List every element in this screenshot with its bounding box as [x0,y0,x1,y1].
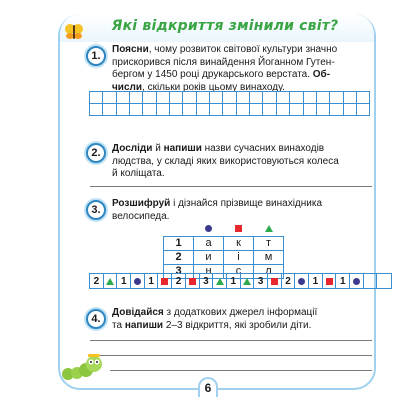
cipher-corner [164,222,194,236]
grid-cell[interactable] [317,92,330,104]
cipher-letter: с [224,264,254,278]
caterpillar-icon [60,352,104,382]
grid-cell[interactable] [90,104,103,116]
grid-cell[interactable] [277,104,290,116]
grid-cell[interactable] [250,104,263,116]
grid-cell[interactable] [157,92,170,104]
grid-cell[interactable] [157,104,170,116]
cipher-header-row [164,222,284,236]
grid-cell[interactable] [357,92,370,104]
code-cell: 1 [117,274,131,288]
code-cell: 1 [227,274,241,288]
grid-cell[interactable] [197,92,210,104]
cipher-key: 3 [164,264,194,278]
task-3-line2: велосипеда. [112,210,170,222]
triangle-icon [265,225,273,232]
grid-cell[interactable] [263,92,276,104]
cipher-letter: н [194,264,224,278]
task-4-verb2: напиши [124,319,164,331]
grid-cell[interactable] [170,104,183,116]
triangle-icon [106,278,114,285]
cipher-letter: м [254,250,284,264]
code-cell [131,274,145,288]
cipher-letter: т [254,236,284,250]
grid-cell[interactable] [277,92,290,104]
triangle-icon [216,278,224,285]
code-cell [323,274,337,288]
code-cell [350,274,364,288]
cipher-row [164,250,284,264]
task-2-verb1: Досліди [112,143,153,154]
grid-cell[interactable] [304,92,317,104]
grid-cell[interactable] [290,104,303,116]
task-1-verb2a: Об- [312,69,331,81]
task-4 [88,307,372,337]
page-number: 6 [198,377,218,397]
grid-cell[interactable] [103,92,116,104]
grid-cell[interactable] [197,104,210,116]
cipher-table [163,222,284,279]
task-2 [88,143,372,183]
cipher-answer-row [89,273,392,289]
cipher-symbol-triangle [254,222,284,236]
grid-cell[interactable] [130,92,143,104]
page-title: Які відкриття змінили світ? [111,18,339,34]
task-4-text [112,307,372,332]
task-2-line3: й коліщата. [112,168,165,180]
code-cell [158,274,172,288]
task-4-line1: з додаткових джерел інформації [163,307,318,318]
cipher-letter: и [194,250,224,264]
task-3-verb: Розшифруй [112,198,171,209]
cipher-letter: а [194,236,224,250]
code-cell [377,274,391,288]
cipher-letter: к [224,236,254,250]
grid-cell[interactable] [143,92,156,104]
task-4-line2: 2–3 відкриття, які зробили діти. [163,319,312,331]
writing-line[interactable] [90,355,372,356]
grid-cell[interactable] [263,104,276,116]
code-cell: 1 [145,274,159,288]
grid-cell[interactable] [237,104,250,116]
task-3-line1: і дізнайся прізвище винахідника [170,198,323,209]
grid-cell[interactable] [290,92,303,104]
code-cell [186,274,200,288]
task-number-3: 3. [86,200,106,220]
grid-cell[interactable] [103,104,116,116]
grid-cell[interactable] [170,92,183,104]
cipher-key: 1 [164,236,194,250]
butterfly-icon [64,22,84,40]
circle-icon [205,225,212,232]
writing-line[interactable] [90,340,372,341]
code-cell: 1 [309,274,323,288]
task-4-conj: та [112,319,125,331]
code-cell: 2 [282,274,296,288]
grid-cell[interactable] [90,92,103,104]
triangle-icon [243,278,251,285]
task-1-verb: Поясни [112,44,149,55]
cipher-letter: і [224,250,254,264]
code-cell [268,274,282,288]
task-2-line2: людства, у складі яких використовуються колеса [112,155,339,167]
circle-icon [298,278,305,285]
task-1-line3: бергом у 1450 році друкарського верстата. [112,69,313,81]
grid-cell[interactable] [223,104,236,116]
task-2-line1: назви сучасних винаходів [201,143,325,154]
grid-cell[interactable] [330,104,343,116]
grid-cell[interactable] [130,104,143,116]
cipher-symbol-square [224,222,254,236]
grid-cell[interactable] [317,104,330,116]
grid-cell[interactable] [357,104,370,116]
square-icon [271,278,278,285]
grid-cell[interactable] [210,104,223,116]
task-1-text [112,44,372,94]
task-1-line2: прискорився після винайдення Йоганном Гутен- [112,56,335,68]
code-cell [241,274,255,288]
cipher-key: 2 [164,250,194,264]
grid-cell[interactable] [250,92,263,104]
writing-line[interactable] [110,370,372,371]
task-1-line4: , скільки років цьому винаходу. [142,81,285,93]
grid-cell[interactable] [143,104,156,116]
code-cell: 2 [172,274,186,288]
grid-cell[interactable] [344,92,357,104]
code-cell [295,274,309,288]
code-cell [104,274,118,288]
task-number-4: 4. [86,309,106,329]
code-cell [364,274,378,288]
grid-cell[interactable] [223,92,236,104]
writing-line[interactable] [90,186,372,187]
grid-cell[interactable] [237,92,250,104]
task-number-2: 2. [86,143,106,163]
answer-grid-1[interactable] [89,91,370,116]
cipher-symbol-circle [194,222,224,236]
task-3-text [112,198,372,223]
task-number-1: 1. [86,46,106,66]
code-cell: 3 [200,274,214,288]
code-cell [213,274,227,288]
code-cell: 3 [254,274,268,288]
task-1-line1: , чому розвиток світової культури значно [148,44,338,55]
cipher-row [164,236,284,250]
cipher-letter: л [254,264,284,278]
grid-cell[interactable] [183,92,196,104]
circle-icon [353,278,360,285]
code-cell: 2 [90,274,104,288]
square-icon [326,278,333,285]
grid-cell[interactable] [304,104,317,116]
task-2-verb2: напиши [163,143,202,154]
grid-cell[interactable] [330,92,343,104]
task-2-conj: й [152,143,164,154]
task-4-verb1: Довідайся [112,307,164,318]
grid-cell[interactable] [117,104,130,116]
grid-cell[interactable] [344,104,357,116]
task-1 [88,44,372,93]
circle-icon [134,278,141,285]
square-icon [189,278,196,285]
grid-cell[interactable] [210,92,223,104]
code-cell: 1 [336,274,350,288]
square-icon [235,225,242,232]
task-2-text [112,143,372,181]
grid-cell[interactable] [183,104,196,116]
square-icon [161,278,168,285]
grid-cell[interactable] [117,92,130,104]
task-1-verb2b: числи [112,81,143,93]
